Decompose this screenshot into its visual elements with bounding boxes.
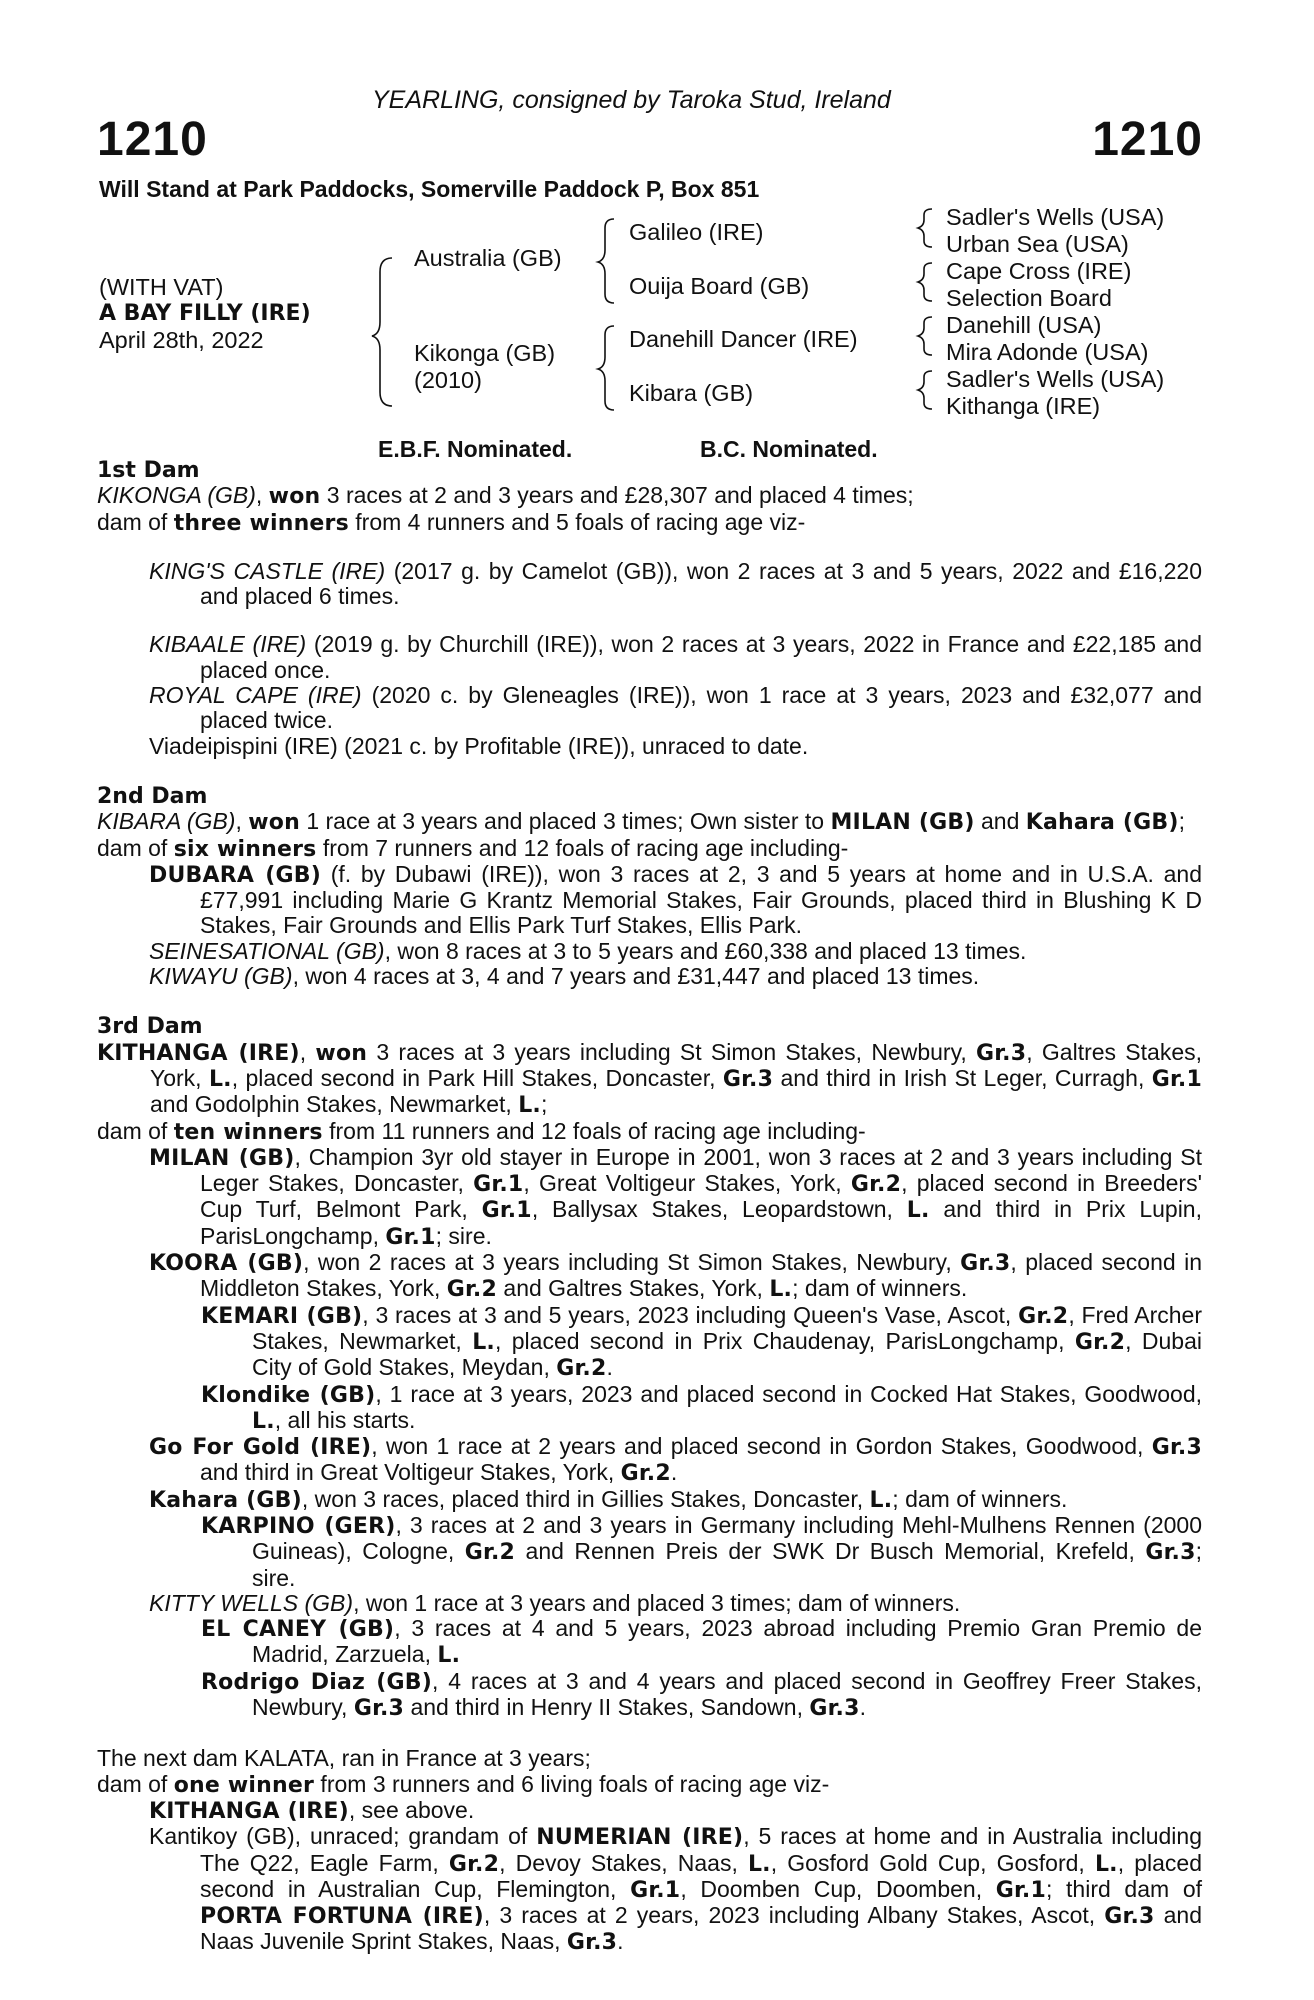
third-dam-offspring-koora: KOORA (GB), won 2 races at 3 years including St Simon Stakes, Newbury, Gr.3, placed second in Middleton Stakes, York, Gr.2 and Galtres Stakes, York, L.; dam of winners. <box>149 1249 1203 1303</box>
lot-number-right: 1210 <box>1092 113 1203 166</box>
pedigree-g1: Sadler's Wells (USA) <box>946 204 1165 230</box>
third-dam-produce-summary: dam of ten winners from 11 runners and 12 foals of racing age including- <box>97 1117 866 1145</box>
third-dam-offspring-kahara: Kahara (GB), won 3 races, placed third in Gillies Stakes, Doncaster, L.; dam of winners. <box>149 1485 1068 1513</box>
pedigree-g8: Kithanga (IRE) <box>946 393 1101 419</box>
third-dam-heading: 3rd Dam <box>97 1014 203 1040</box>
pedigree-dam: Kikonga (GB) <box>414 340 556 366</box>
pedigree-g3: Cape Cross (IRE) <box>946 258 1132 284</box>
pedigree-g2: Urban Sea (USA) <box>946 231 1129 257</box>
second-dam-offspring-1: DUBARA (GB) (f. by Dubawi (IRE)), won 3 races at 2, 3 and 5 years at home and in U.S.A. and £77,991 including Marie G Krantz Memorial Stakes, Fair Grounds, placed third in Blushing K D Stakes, Fair Grounds and Ellis Park Turf Stakes, Ellis Park. <box>149 860 1202 939</box>
pedigree-dam-dam: Kibara (GB) <box>629 380 754 406</box>
vat-note: (WITH VAT) <box>99 274 224 300</box>
next-dam-record: The next dam KALATA, ran in France at 3 years; <box>97 1745 591 1772</box>
stand-location: Will Stand at Park Paddocks, Somerville Paddock P, Box 851 <box>99 176 760 202</box>
pedigree-g5: Danehill (USA) <box>946 312 1102 338</box>
pedigree-sire-sire: Galileo (IRE) <box>629 219 764 245</box>
pedigree-dam-sire: Danehill Dancer (IRE) <box>629 326 858 352</box>
first-dam-heading: 1st Dam <box>97 458 200 483</box>
horse-name: A BAY FILLY (IRE) <box>99 301 311 326</box>
pedigree-dam-year: (2010) <box>414 367 482 393</box>
bc-nomination: B.C. Nominated. <box>700 436 878 462</box>
second-dam-offspring-2: SEINESATIONAL (GB), won 8 races at 3 to 5 years and £60,338 and placed 13 times. <box>149 937 1027 964</box>
third-dam-offspring-milan: MILAN (GB), Champion 3yr old stayer in Europe in 2001, won 3 races at 2 and 3 years including St Leger Stakes, Doncaster, Gr.1, Great Voltigeur Stakes, York, Gr.2, placed second in Breeders' Cup Turf, Belmont Park, Gr.1, Ballysax Stakes, Leopardstown, L. and third in Prix Lupin, ParisLongchamp, Gr.1; sire. <box>149 1143 1202 1250</box>
catalogue-body <box>97 458 1202 1956</box>
first-dam-record: KIKONGA (GB), won 3 races at 2 and 3 years and £28,307 and placed 4 times; <box>97 482 914 510</box>
first-dam-offspring-4: Viadeipispini (IRE) (2021 c. by Profitable (IRE)), unraced to date. <box>149 732 809 759</box>
next-dam-offspring-kithanga: KITHANGA (IRE), see above. <box>149 1796 475 1824</box>
foaling-date: April 28th, 2022 <box>99 327 264 353</box>
consignor-subtitle: YEARLING, consigned by Taroka Stud, Ireland <box>372 86 891 114</box>
pedigree-g6: Mira Adonde (USA) <box>946 339 1149 365</box>
third-dam-offspring-kitty-wells: KITTY WELLS (GB), won 1 race at 3 years and placed 3 times; dam of winners. <box>149 1589 961 1616</box>
koora-offspring-klondike: Klondike (GB), 1 race at 3 years, 2023 and placed second in Cocked Hat Stakes, Goodwood, L., all his starts. <box>201 1380 1202 1434</box>
first-dam-produce-summary: dam of three winners from 4 runners and 5 foals of racing age viz- <box>97 508 806 536</box>
pedigree-sire-dam: Ouija Board (GB) <box>629 273 810 299</box>
kitty-wells-offspring-rodrigo-diaz: Rodrigo Diaz (GB), 4 races at 3 and 4 years and placed second in Geoffrey Freer Stakes, Newbury, Gr.3 and third in Henry II Stakes, Sandown, Gr.3. <box>201 1667 1202 1722</box>
lot-number-left: 1210 <box>97 113 208 166</box>
first-dam-offspring-1: KING'S CASTLE (IRE) (2017 g. by Camelot (GB)), won 2 races at 3 and 5 years, 2022 and £16,220 and placed 6 times. <box>149 557 1202 610</box>
first-dam-offspring-3: ROYAL CAPE (IRE) (2020 c. by Gleneagles (IRE)), won 1 race at 3 years, 2023 and £32,077 and placed twice. <box>149 682 1202 734</box>
third-dam-record: KITHANGA (IRE), won 3 races at 3 years including St Simon Stakes, Newbury, Gr.3, Galtres Stakes, York, L., placed second in Park Hill Stakes, Doncaster, Gr.3 and third in Irish St Leger, Curragh, Gr.1 and Godolphin Stakes, Newmarket, L.; <box>97 1038 1202 1119</box>
second-dam-heading: 2nd Dam <box>97 783 208 809</box>
second-dam-produce-summary: dam of six winners from 7 runners and 12 foals of racing age including- <box>97 834 849 862</box>
ebf-nomination: E.B.F. Nominated. <box>378 436 573 462</box>
first-dam-offspring-2: KIBAALE (IRE) (2019 g. by Churchill (IRE)), won 2 races at 3 years, 2022 in France and £22,185 and placed once. <box>149 631 1203 683</box>
pedigree-g7: Sadler's Wells (USA) <box>946 366 1165 392</box>
kitty-wells-offspring-el-caney: EL CANEY (GB), 3 races at 4 and 5 years, 2023 abroad including Premio Gran Premio de Madrid, Zarzuela, L. <box>201 1615 1202 1669</box>
second-dam-record: KIBARA (GB), won 1 race at 3 years and placed 3 times; Own sister to MILAN (GB) and Kahara (GB); <box>97 808 1186 836</box>
second-dam-offspring-3: KIWAYU (GB), won 4 races at 3, 4 and 7 years and £31,447 and placed 13 times. <box>149 963 980 990</box>
next-dam-produce-summary: dam of one winner from 3 runners and 6 living foals of racing age viz- <box>97 1770 830 1798</box>
koora-offspring-kemari: KEMARI (GB), 3 races at 3 and 5 years, 2023 including Queen's Vase, Ascot, Gr.2, Fred Archer Stakes, Newmarket, L., placed second in Prix Chaudenay, ParisLongchamp, Gr.2, Dubai City of Gold Stakes, Meydan, Gr.2. <box>201 1301 1203 1382</box>
next-dam-offspring-kantikoy: Kantikoy (GB), unraced; grandam of NUMERIAN (IRE), 5 races at home and in Australia including The Q22, Eagle Farm, Gr.2, Devoy Stakes, Naas, L., Gosford Gold Cup, Gosford, L., placed second in Australian Cup, Flemington, Gr.1, Doomben Cup, Doomben, Gr.1; third dam of PORTA FORTUNA (IRE), 3 races at 2 years, 2023 including Albany Stakes, Ascot, Gr.3 and Naas Juvenile Sprint Stakes, Naas, Gr.3. <box>149 1823 1203 1956</box>
pedigree-g4: Selection Board <box>946 285 1112 311</box>
kahara-offspring-karpino: KARPINO (GER), 3 races at 2 and 3 years in Germany including Mehl-Mulhens Rennen (2000 Guineas), Cologne, Gr.2 and Rennen Preis der SWK Dr Busch Memorial, Krefeld, Gr.3; sire. <box>201 1511 1202 1591</box>
pedigree-sire: Australia (GB) <box>414 245 562 271</box>
third-dam-offspring-go-for-gold: Go For Gold (IRE), won 1 race at 2 years and placed second in Gordon Stakes, Goodwood, Gr.3 and third in Great Voltigeur Stakes, York, Gr.2. <box>149 1433 1203 1487</box>
